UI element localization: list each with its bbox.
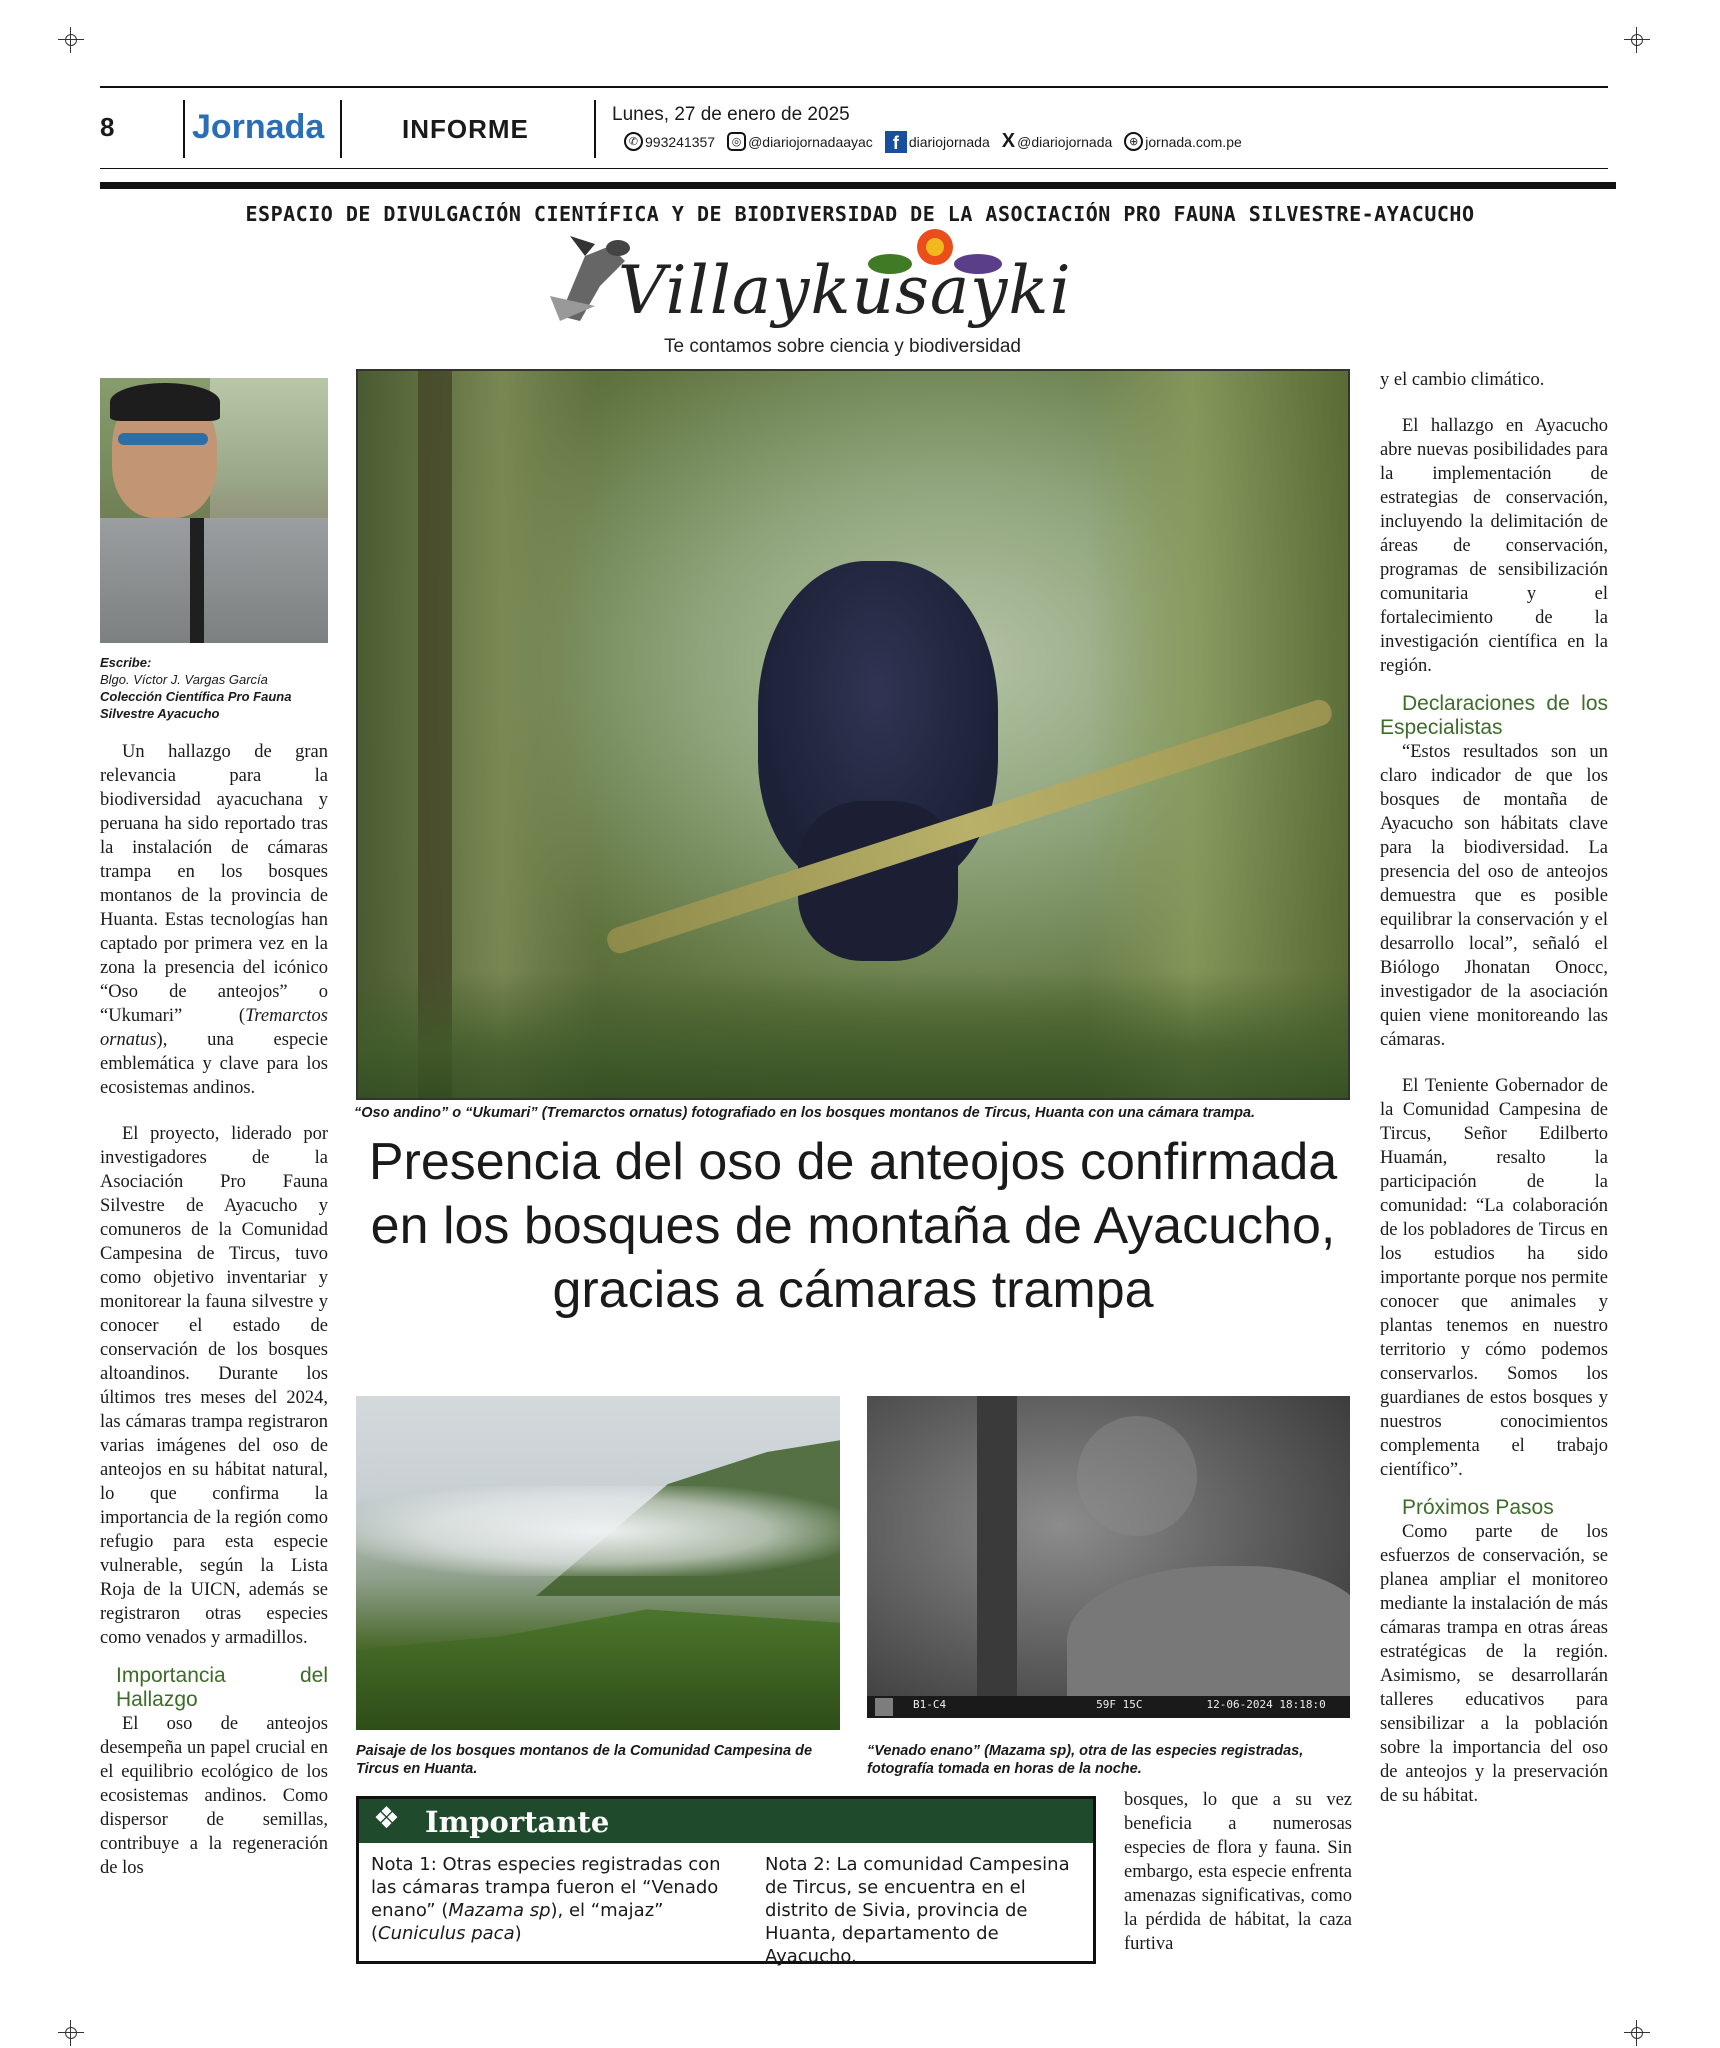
importante-box: [356, 1796, 1096, 1967]
contact-bar: [624, 130, 1254, 153]
author-label: Escribe:: [100, 655, 152, 670]
deer-photo: [867, 1396, 1350, 1718]
header-divider: [594, 100, 596, 158]
registration-mark-icon: [58, 27, 84, 53]
contact-facebook[interactable]: diariojornada: [908, 133, 990, 150]
importante-diamond-icon: ❖: [373, 1801, 400, 1836]
article-paragraph: y el cambio climático.: [1380, 370, 1545, 390]
article-paragraph: Un hallazgo de gran relevancia para la biodiversidad ayacuchana y peruana ha sido reportado tras la instalación de cámaras trampa en los bosques montanos de la provincia de Huanta. Estas tecnologías han captado por primera vez en la zona la presencia del icónico “Oso de anteojos” o “Ukumari” (Tremarctos ornatus), una especie emblemática y clave para los ecosistemas andinos.: [100, 742, 328, 1098]
jornada-logo: Jornada: [192, 108, 325, 146]
contact-web[interactable]: jornada.com.pe: [1145, 133, 1242, 150]
subhead-importancia: Importancia del Hallazgo: [116, 1664, 328, 1711]
header-bottom-rule: [100, 168, 1608, 169]
article-paragraph: “Estos resultados son un claro indicador de que los bosques de montaña de Ayacucho son hábitats clave para la biodiversidad. La presencia del oso de anteojos demuestra que es posible equilibrar la conservación y el desarrollo local”, señaló el Biólogo Jhonatan Onocc, investigador de la asociación quien viene monitoreando las cámaras.: [1380, 742, 1608, 1050]
subhead-proximos-pasos: Próximos Pasos: [1402, 1496, 1554, 1519]
deer-photo-caption: “Venado enano” (Mazama sp), otra de las especies registradas, fotografía tomada en horas de la noche.: [867, 1743, 1304, 1777]
middle-column: [1124, 1788, 1352, 1956]
article-paragraph: El Teniente Gobernador de la Comunidad Campesina de Tircus, Señor Edilberto Huamán, resalto la participación de la comunidad: “La colaboración de los pobladores de Tircus en los estudios ha sido importante porque nos permite conocer que animales y plantas tenemos en nuestro territorio y cómo podemos conservarlos. Somos los guardianes de estos bosques y nuestros conocimientos complementa el trabajo científico”.: [1380, 1076, 1608, 1480]
registration-mark-icon: [1624, 2020, 1650, 2046]
contact-phone: 993241357: [645, 133, 716, 150]
banner-tagline: ESPACIO DE DIVULGACIÓN CIENTÍFICA Y DE BIODIVERSIDAD DE LA ASOCIACIÓN PRO FAUNA SILVESTRE-AYACUCHO: [245, 202, 1475, 226]
camera-stamp-datetime: 12-06-2024 18:18:0: [1206, 1698, 1326, 1711]
registration-mark-icon: [1624, 27, 1650, 53]
villaykusayki-logo: [540, 222, 1100, 362]
importante-title: Importante: [425, 1805, 610, 1839]
article-paragraph: bosques, lo que a su vez beneficia a numerosas especies de flora y fauna. Sin embargo, esta especie enfrenta amenazas significativas, como la pérdida de hábitat, la caza furtiva: [1124, 1790, 1352, 1954]
main-photo-caption: “Oso andino” o “Ukumari” (Tremarctos ornatus) fotografiado en los bosques montanos de Tircus, Huanta con una cámara trampa.: [354, 1105, 1256, 1121]
main-photo-bear: [356, 369, 1350, 1100]
header-divider: [183, 100, 185, 158]
author-affiliation: Colección Científica Pro Fauna Silvestre Ayacucho: [100, 689, 292, 721]
page-number: 8: [100, 112, 115, 142]
landscape-photo-caption: Paisaje de los bosques montanos de la Comunidad Campesina de Tircus en Huanta.: [356, 1743, 813, 1777]
headline: Presencia del oso de anteojos confirmada en los bosques de montaña de Ayacucho, gracias a cámaras trampa: [368, 1133, 1338, 1319]
header-date: Lunes, 27 de enero de 2025: [612, 104, 850, 125]
author-photo: [100, 378, 328, 643]
left-column: [100, 740, 328, 1880]
logo-subtitle: Te contamos sobre ciencia y biodiversidad: [664, 336, 1021, 357]
landscape-photo: [356, 1396, 840, 1730]
right-column: [1380, 368, 1608, 1808]
article-paragraph: El oso de anteojos desempeña un papel crucial en el equilibrio ecológico de los ecosistemas andinos. Como dispersor de semillas, contribuye a la regeneración de los: [100, 1714, 328, 1878]
header-divider: [340, 100, 342, 158]
article-paragraph: El hallazgo en Ayacucho abre nuevas posibilidades para la implementación de estrategias de conservación, incluyendo la delimitación de áreas de conservación, programas de sensibilización comunitaria y el fortalecimiento de la investigación científica en la región.: [1380, 416, 1608, 676]
globe-icon: ⊕: [1124, 132, 1143, 151]
camera-stamp-id: B1-C4: [913, 1698, 947, 1711]
logo-wordmark: Villaykusayki: [618, 252, 1072, 329]
author-byline: [100, 654, 340, 722]
article-paragraph: Como parte de los esfuerzos de conservación, se planea ampliar el monitoreo mediante la instalación de más cámaras trampa en otras áreas estratégicas de la región. Asimismo, se desarrollarán talleres educativos para sensibilizar a la población sobre la importancia del oso de anteojos y la preservación de su hábitat.: [1380, 1522, 1608, 1806]
importante-note-1: Nota 1: Otras especies registradas con las cámaras trampa fueron el “Venado enano” (Mazama sp), el “majaz” (Cuniculus paca): [371, 1854, 721, 1944]
author-name: Blgo. Víctor J. Vargas García: [100, 672, 268, 687]
camera-stamp-temp: 59F 15C: [1096, 1698, 1143, 1711]
header-top-rule: [100, 86, 1608, 88]
registration-mark-icon: [58, 2020, 84, 2046]
instagram-icon: ◎: [727, 132, 746, 151]
header-thick-rule: [100, 182, 1616, 189]
x-icon: X: [1001, 130, 1016, 152]
whatsapp-icon: ✆: [624, 132, 643, 151]
contact-instagram[interactable]: @diariojornadaayac: [748, 133, 873, 150]
contact-x[interactable]: @diariojornada: [1017, 133, 1113, 150]
importante-header: [359, 1799, 1093, 1843]
subhead-declaraciones: Declaraciones de los Especialistas: [1380, 692, 1608, 739]
importante-note-2: Nota 2: La comunidad Campesina de Tircus, se encuentra en el distrito de Sivia, provincia de Huanta, departamento de Ayacucho.: [765, 1854, 1070, 1967]
section-label: INFORME: [402, 114, 529, 144]
facebook-icon: f: [885, 131, 907, 153]
camera-trap-logo-icon: [875, 1698, 893, 1716]
article-paragraph: El proyecto, liderado por investigadores de la Asociación Pro Fauna Silvestre de Ayacucho y comuneros de la Comunidad Campesina de Tircus, tuvo como objetivo inventariar y monitorear la fauna silvestre y conocer el estado de conservación de los bosques altoandinos. Durante los últimos tres meses del 2024, las cámaras trampa registraron varias imágenes del oso de anteojos en su hábitat natural, lo que confirma la importancia de la región como refugio para esta especie vulnerable, según la Lista Roja de la UICN, además se registraron otras especies como venados y armadillos.: [100, 1124, 328, 1648]
